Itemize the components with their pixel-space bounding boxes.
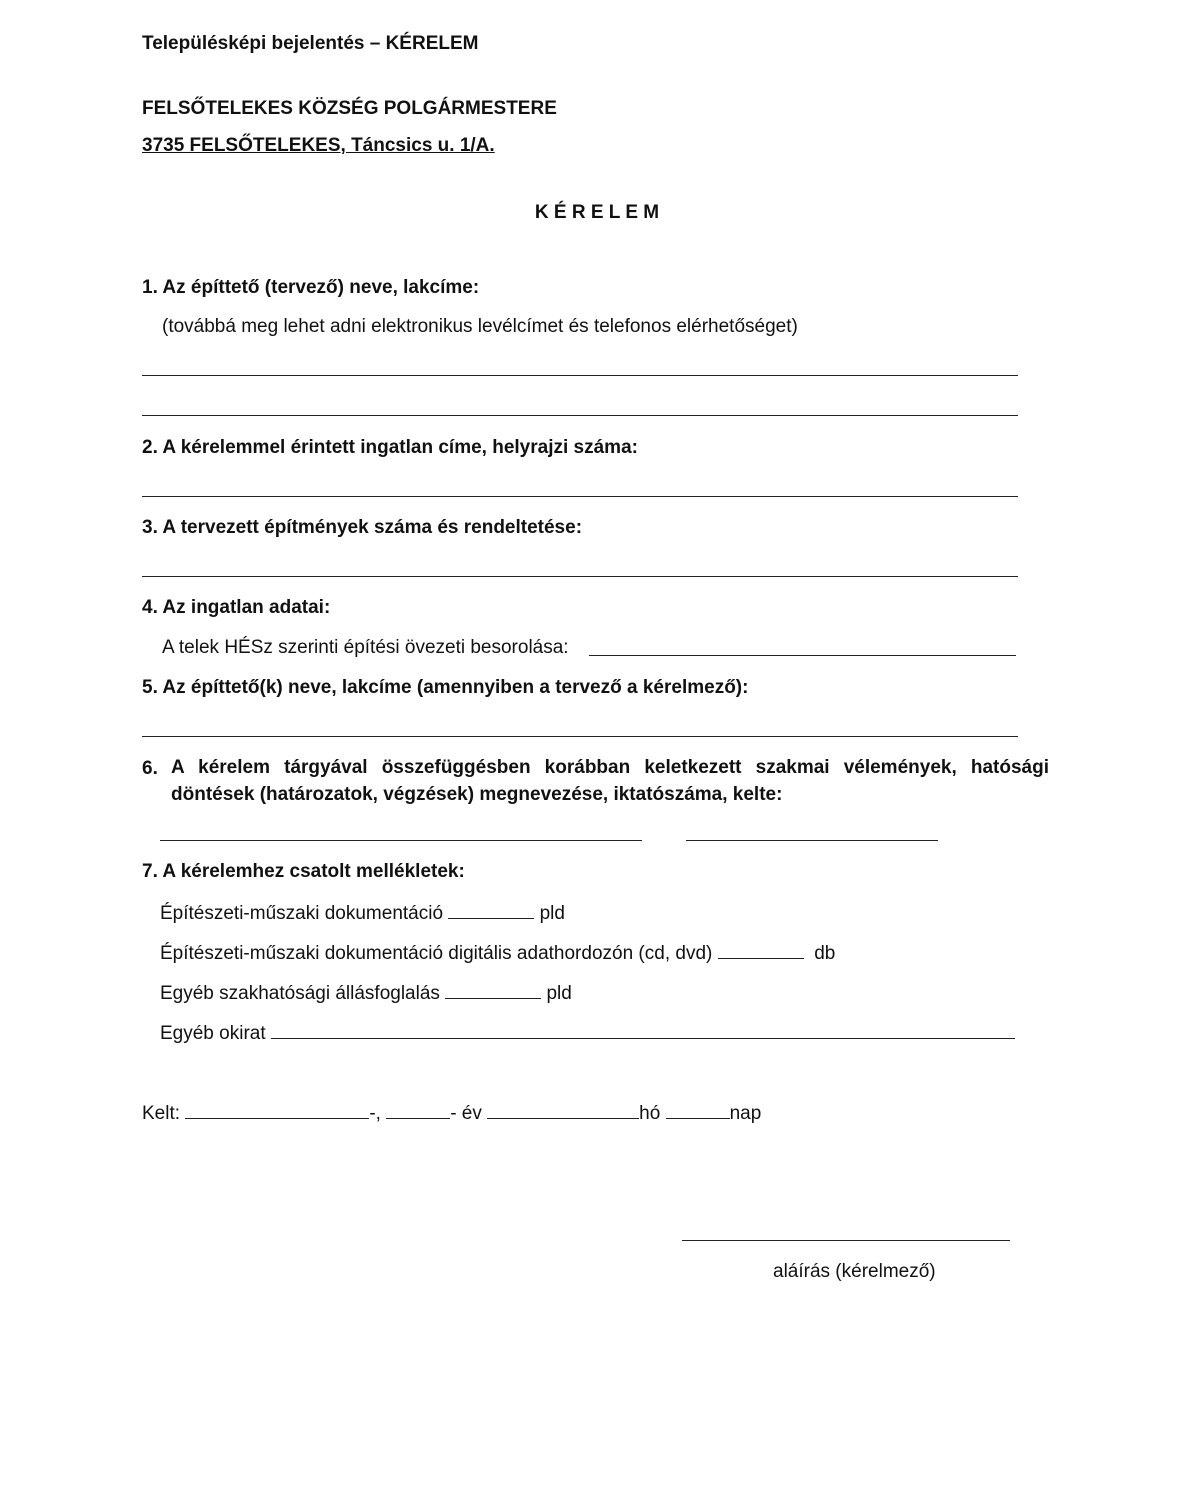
section-2-field-line[interactable] <box>142 496 1018 497</box>
day-suffix: nap <box>729 1103 762 1124</box>
section-3-heading: 3. A tervezett építmények száma és rendeltetése: <box>142 517 583 538</box>
section-5-heading: 5. Az építtető(k) neve, lakcíme (amennyiben a tervező a kérelmező): <box>142 677 749 698</box>
attachment-item <box>160 940 835 966</box>
place-field[interactable] <box>185 1100 369 1119</box>
section-1-field-line-1[interactable] <box>142 375 1018 376</box>
date-separator: -, <box>369 1103 381 1124</box>
year-field[interactable] <box>386 1100 450 1119</box>
attachment-label: Egyéb okirat <box>160 1023 266 1044</box>
attachment-quantity-field[interactable] <box>448 900 534 919</box>
addressee: FELSŐTELEKES KÖZSÉG POLGÁRMESTERE <box>142 98 557 119</box>
month-suffix: hó <box>639 1103 661 1124</box>
attachment-item <box>160 900 565 926</box>
attachment-quantity-field[interactable] <box>718 940 804 959</box>
attachment-unit: pld <box>539 903 565 924</box>
section-3-field-line[interactable] <box>142 576 1018 577</box>
addressee-address: 3735 FELSŐTELEKES, Táncsics u. 1/A. <box>142 135 495 156</box>
attachment-label: Építészeti-műszaki dokumentáció digitális adathordozón (cd, dvd) <box>160 943 713 964</box>
signature-label: aláírás (kérelmező) <box>773 1261 936 1282</box>
attachment-unit: pld <box>546 983 572 1004</box>
attachment-label: Építészeti-műszaki dokumentáció <box>160 903 444 924</box>
day-field[interactable] <box>666 1100 730 1119</box>
zoning-classification-field[interactable] <box>589 655 1016 656</box>
section-4-heading: 4. Az ingatlan adatai: <box>142 597 331 618</box>
section-4-field-label: A telek HÉSz szerinti építési övezeti besorolása: <box>162 637 569 658</box>
section-1-note: (továbbá meg lehet adni elektronikus levélcímet és telefonos elérhetőséget) <box>162 316 798 337</box>
section-7-heading: 7. A kérelemhez csatolt mellékletek: <box>142 861 465 882</box>
section-6-field-line-1[interactable] <box>160 840 642 841</box>
section-2-heading: 2. A kérelemmel érintett ingatlan címe, helyrajzi száma: <box>142 437 638 458</box>
attachment-quantity-field[interactable] <box>445 980 541 999</box>
attachment-item <box>160 1020 1015 1046</box>
section-1-heading: 1. Az építtető (tervező) neve, lakcíme: <box>142 277 480 298</box>
date-prefix: Kelt: <box>142 1103 181 1124</box>
section-1-field-line-2[interactable] <box>142 415 1018 416</box>
signature-line[interactable] <box>682 1240 1010 1241</box>
month-field[interactable] <box>487 1100 639 1119</box>
section-6-number: 6. <box>142 758 158 779</box>
section-5-field-line[interactable] <box>142 736 1018 737</box>
year-suffix: - év <box>450 1103 482 1124</box>
date-line <box>142 1100 761 1126</box>
document-type-title: Településképi bejelentés – KÉRELEM <box>142 33 479 54</box>
attachment-label: Egyéb szakhatósági állásfoglalás <box>160 983 440 1004</box>
attachment-item <box>160 980 572 1006</box>
attachment-unit: db <box>814 943 836 964</box>
other-document-field[interactable] <box>271 1020 1015 1039</box>
section-6-heading: A kérelem tárgyával összefüggésben korábban keletkezett szakmai vélemények, hatósági döntések (határozatok, végzések) megnevezése, iktatószáma, kelte: <box>171 757 1049 805</box>
form-title: K É R E L E M <box>534 202 660 223</box>
section-6-field-line-2[interactable] <box>686 840 938 841</box>
